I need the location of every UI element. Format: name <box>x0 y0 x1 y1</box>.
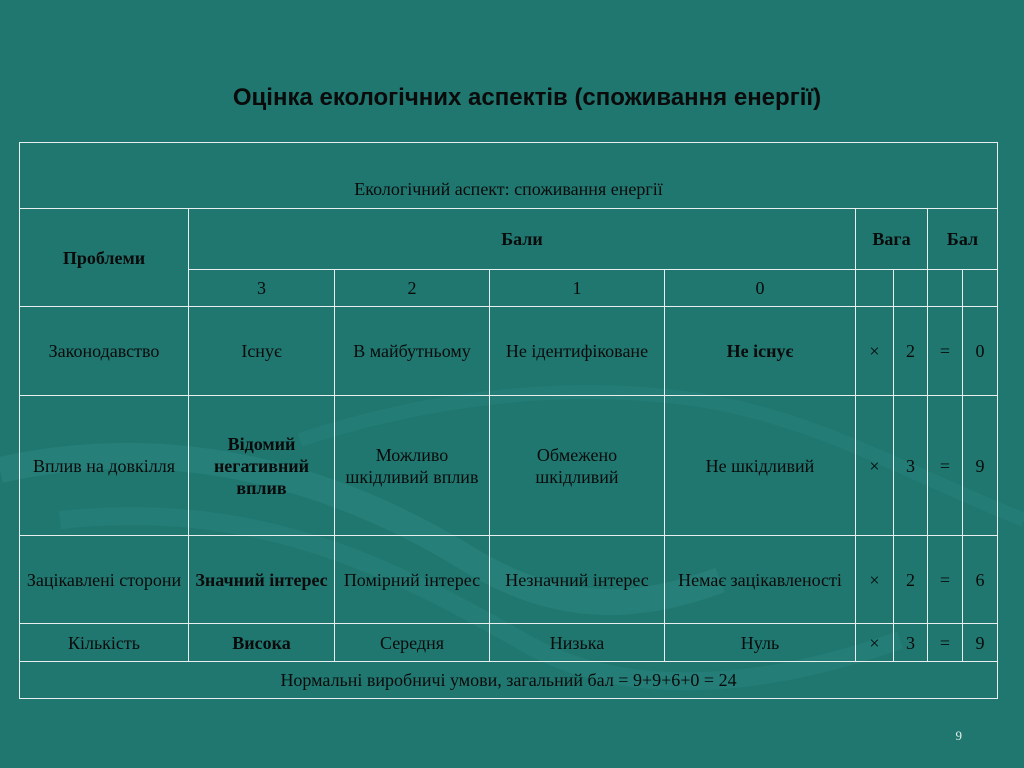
empty-cell <box>963 270 998 307</box>
table-row <box>20 396 998 536</box>
table-row <box>20 624 998 662</box>
score-0-cell: Немає зацікавленості <box>665 536 856 624</box>
header-problems: Проблеми <box>20 209 189 307</box>
weight-cell: 3 <box>894 624 928 662</box>
score-1-cell: Низька <box>490 624 665 662</box>
header-scores: Бали <box>189 209 856 270</box>
score-3-cell: Значний інтерес <box>189 536 335 624</box>
score-1-cell: Обмежено шкідливий <box>490 396 665 536</box>
total-summary: Нормальні виробничі умови, загальний бал = 9+9+6+0 = 24 <box>20 662 998 699</box>
empty-cell <box>856 270 894 307</box>
problem-cell: Вплив на довкілля <box>20 396 189 536</box>
weight-cell: 3 <box>894 396 928 536</box>
equals-cell: = <box>928 396 963 536</box>
score-1-cell: Не ідентифіковане <box>490 307 665 396</box>
header-row <box>20 209 998 270</box>
score-2-cell: Помірний інтерес <box>335 536 490 624</box>
weight-cell: 2 <box>894 307 928 396</box>
equals-cell: = <box>928 307 963 396</box>
score-2-cell: Середня <box>335 624 490 662</box>
times-cell: × <box>856 396 894 536</box>
score-3-cell: Висока <box>189 624 335 662</box>
score-0-cell: Нуль <box>665 624 856 662</box>
result-cell: 9 <box>963 396 998 536</box>
result-cell: 6 <box>963 536 998 624</box>
header-weight: Вага <box>856 209 928 270</box>
empty-cell <box>894 270 928 307</box>
table-caption: Екологічний аспект: споживання енергії <box>20 143 998 209</box>
score-1-cell: Незначний інтерес <box>490 536 665 624</box>
caption-row <box>20 143 998 209</box>
level-1: 1 <box>490 270 665 307</box>
eco-aspects-table <box>19 142 998 699</box>
weight-cell: 2 <box>894 536 928 624</box>
problem-cell: Законодавство <box>20 307 189 396</box>
equals-cell: = <box>928 536 963 624</box>
result-cell: 0 <box>963 307 998 396</box>
empty-cell <box>928 270 963 307</box>
score-3-cell: Існує <box>189 307 335 396</box>
header-score: Бал <box>928 209 998 270</box>
times-cell: × <box>856 536 894 624</box>
problem-cell: Кількість <box>20 624 189 662</box>
table-row <box>20 307 998 396</box>
equals-cell: = <box>928 624 963 662</box>
slide-title: Оцінка екологічних аспектів (споживання енергії) <box>232 84 822 111</box>
level-3: 3 <box>189 270 335 307</box>
score-2-cell: Можливо шкідливий вплив <box>335 396 490 536</box>
level-2: 2 <box>335 270 490 307</box>
score-2-cell: В майбутньому <box>335 307 490 396</box>
summary-row <box>20 662 998 699</box>
score-0-cell: Не існує <box>665 307 856 396</box>
level-0: 0 <box>665 270 856 307</box>
times-cell: × <box>856 307 894 396</box>
score-0-cell: Не шкідливий <box>665 396 856 536</box>
table-row <box>20 536 998 624</box>
score-3-cell: Відомий негативний вплив <box>189 396 335 536</box>
times-cell: × <box>856 624 894 662</box>
result-cell: 9 <box>963 624 998 662</box>
page-number: 9 <box>955 728 962 743</box>
problem-cell: Зацікавлені сторони <box>20 536 189 624</box>
